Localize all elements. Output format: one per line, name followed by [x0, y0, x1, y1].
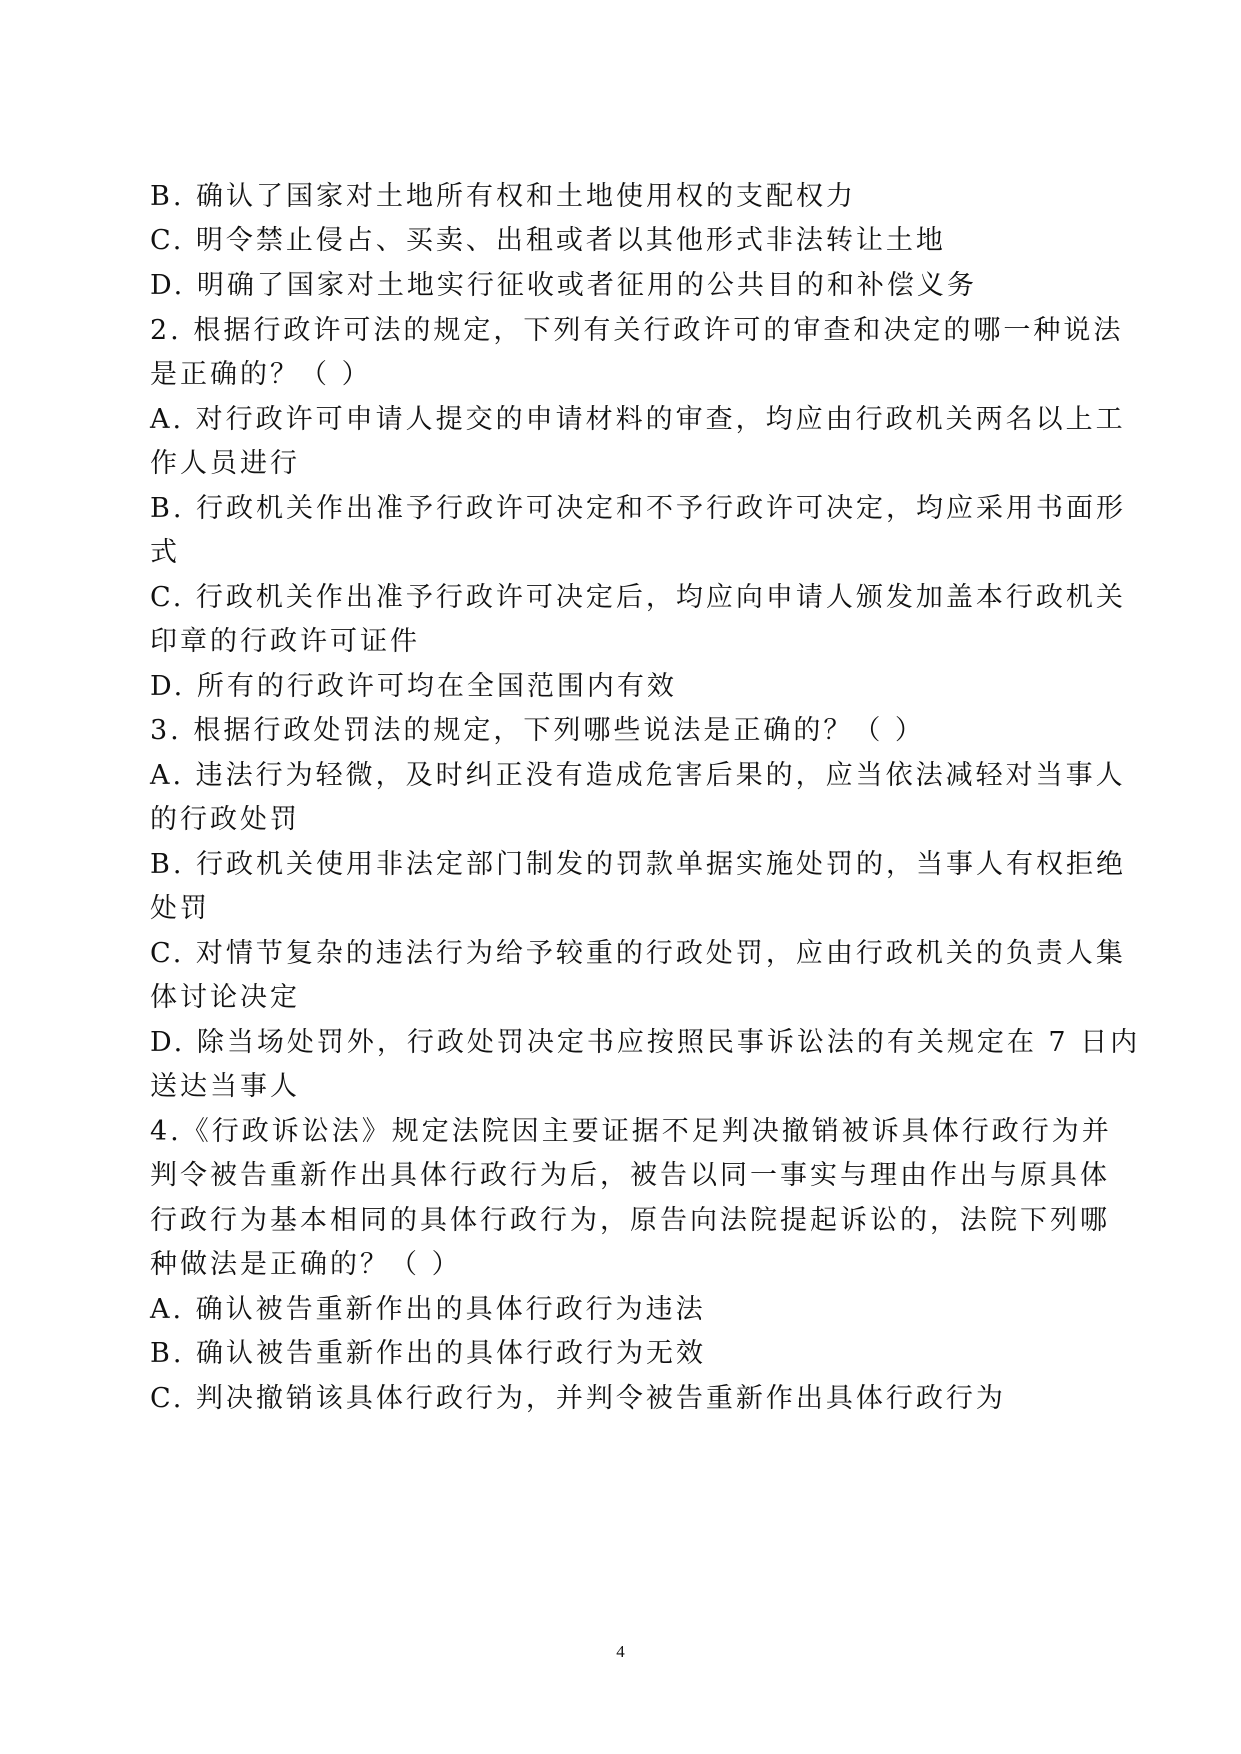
option-line: B. 确认了国家对土地所有权和土地使用权的支配权力	[150, 181, 857, 212]
option-line: 送达当事人	[150, 1071, 300, 1102]
option-line: B. 确认被告重新作出的具体行政行为无效	[150, 1338, 707, 1369]
option-line: A. 违法行为轻微，及时纠正没有造成危害后果的，应当依法减轻对当事人	[150, 760, 1126, 791]
question-line: 3. 根据行政处罚法的规定，下列哪些说法是正确的？（ ）	[150, 715, 925, 746]
question-line: 判令被告重新作出具体行政行为后，被告以同一事实与理由作出与原具体	[150, 1160, 1110, 1191]
option-line: C. 行政机关作出准予行政许可决定后，均应向申请人颁发加盖本行政机关	[150, 582, 1126, 613]
option-line: 式	[150, 537, 180, 568]
option-line: 处罚	[150, 893, 210, 924]
option-line: B. 行政机关使用非法定部门制发的罚款单据实施处罚的，当事人有权拒绝	[150, 849, 1127, 880]
option-line: D. 所有的行政许可均在全国范围内有效	[150, 671, 677, 702]
option-line: A. 确认被告重新作出的具体行政行为违法	[150, 1294, 706, 1325]
option-line: D. 明确了国家对土地实行征收或者征用的公共目的和补偿义务	[150, 270, 977, 301]
page-number: 4	[616, 1642, 625, 1661]
option-line: C. 判决撤销该具体行政行为，并判令被告重新作出具体行政行为	[150, 1383, 1006, 1414]
option-line: D. 除当场处罚外，行政处罚决定书应按照民事诉讼法的有关规定在 7 日内	[150, 1027, 1141, 1058]
option-line: A. 对行政许可申请人提交的申请材料的审查，均应由行政机关两名以上工	[150, 404, 1126, 435]
option-line: C. 对情节复杂的违法行为给予较重的行政处罚，应由行政机关的负责人集	[150, 938, 1126, 969]
option-line: 印章的行政许可证件	[150, 626, 420, 657]
question-line: 行政行为基本相同的具体行政行为，原告向法院提起诉讼的，法院下列哪	[150, 1205, 1110, 1236]
option-line: B. 行政机关作出准予行政许可决定和不予行政许可决定，均应采用书面形	[150, 493, 1127, 524]
option-line: 的行政处罚	[150, 804, 300, 835]
question-line: 2. 根据行政许可法的规定，下列有关行政许可的审查和决定的哪一种说法	[150, 315, 1124, 346]
question-line: 4.《行政诉讼法》规定法院因主要证据不足判决撤销被诉具体行政行为并	[150, 1116, 1112, 1147]
option-line: 体讨论决定	[150, 982, 300, 1013]
question-line: 是正确的？（ ）	[150, 359, 372, 390]
option-line: C. 明令禁止侵占、买卖、出租或者以其他形式非法转让土地	[150, 225, 946, 256]
question-line: 种做法是正确的？（ ）	[150, 1249, 462, 1280]
option-line: 作人员进行	[150, 448, 300, 479]
